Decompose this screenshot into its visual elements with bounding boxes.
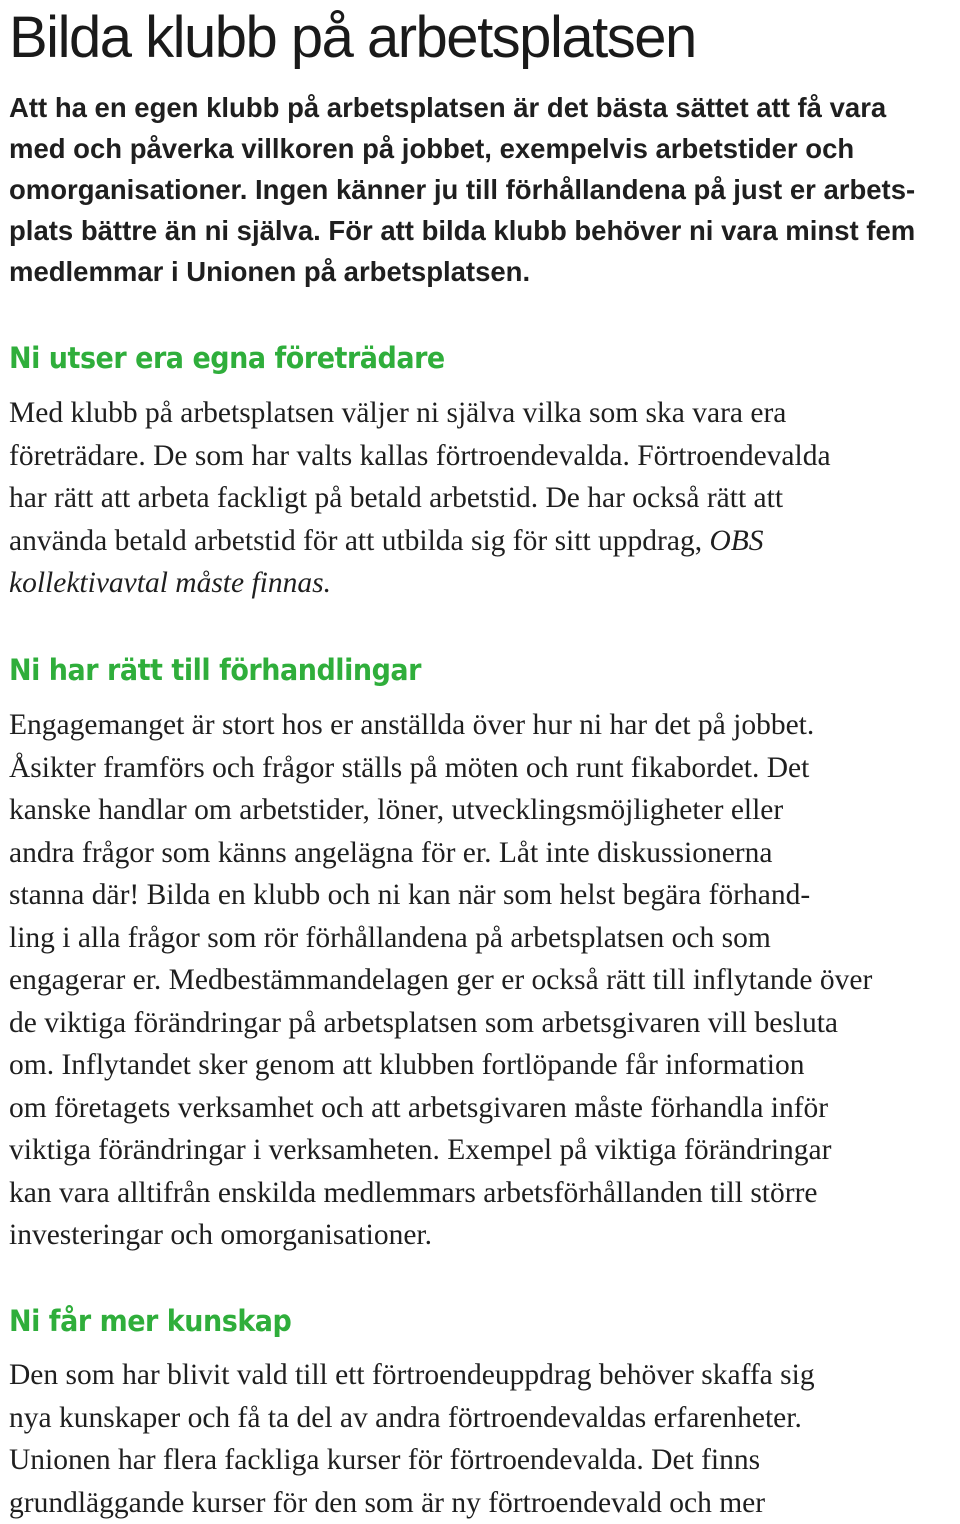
section-body-knowledge	[9, 1354, 815, 1524]
intro-line: Att ha en egen klubb på arbetsplatsen är det bästa sättet att få vara	[9, 87, 915, 128]
body-line: viktiga förändringar i verksamheten. Exempel på viktiga förändringar	[9, 1129, 872, 1172]
body-line: om. Inflytandet sker genom att klubben fortlöpande får information	[9, 1044, 872, 1087]
italic-note: kollektivavtal måste finnas.	[9, 567, 331, 599]
body-line: Med klubb på arbetsplatsen väljer ni själva vilka som ska vara era	[9, 392, 831, 435]
body-line: företrädare. De som har valts kallas förtroendevalda. Förtroendevalda	[9, 435, 831, 478]
body-line: kan vara alltifrån enskilda medlemmars arbetsförhållanden till större	[9, 1172, 872, 1215]
section-heading-knowledge: Ni får mer kunskap	[9, 1304, 291, 1338]
section-heading-negotiations: Ni har rätt till förhandlingar	[9, 653, 421, 687]
body-line: nya kunskaper och få ta del av andra förtroendevaldas erfarenheter.	[9, 1397, 815, 1440]
body-line: investeringar och omorganisationer.	[9, 1214, 872, 1257]
section-body-representatives	[9, 392, 831, 605]
body-line-text: använda betald arbetstid för att utbilda sig för sitt uppdrag,	[9, 525, 702, 557]
body-line: kanske handlar om arbetstider, löner, utvecklingsmöjligheter eller	[9, 789, 872, 832]
body-line: Åsikter framförs och frågor ställs på möten och runt fikabordet. Det	[9, 747, 872, 790]
intro-line: medlemmar i Unionen på arbetsplatsen.	[9, 251, 915, 292]
page-title: Bilda klubb på arbetsplatsen	[9, 4, 696, 71]
italic-note: OBS	[709, 525, 763, 557]
section-heading-representatives: Ni utser era egna företrädare	[9, 341, 445, 375]
body-line	[9, 562, 831, 605]
body-line: ling i alla frågor som rör förhållandena på arbetsplatsen och som	[9, 917, 872, 960]
body-line: Den som har blivit vald till ett förtroendeuppdrag behöver skaffa sig	[9, 1354, 815, 1397]
body-line: Unionen har flera fackliga kurser för förtroendevalda. Det finns	[9, 1439, 815, 1482]
body-line: grundläggande kurser för den som är ny förtroendevald och mer	[9, 1482, 815, 1524]
body-line: Engagemanget är stort hos er anställda över hur ni har det på jobbet.	[9, 704, 872, 747]
section-body-negotiations	[9, 704, 872, 1257]
intro-paragraph	[9, 87, 915, 292]
intro-line: plats bättre än ni själva. För att bilda klubb behöver ni vara minst fem	[9, 210, 915, 251]
body-line: stanna där! Bilda en klubb och ni kan när som helst begära förhand-	[9, 874, 872, 917]
body-line	[9, 520, 831, 563]
body-line: om företagets verksamhet och att arbetsgivaren måste förhandla inför	[9, 1087, 872, 1130]
intro-line: omorganisationer. Ingen känner ju till förhållandena på just er arbets-	[9, 169, 915, 210]
intro-line: med och påverka villkoren på jobbet, exempelvis arbetstider och	[9, 128, 915, 169]
body-line: andra frågor som känns angelägna för er. Låt inte diskussionerna	[9, 832, 872, 875]
body-line: de viktiga förändringar på arbetsplatsen som arbetsgivaren vill besluta	[9, 1002, 872, 1045]
body-line: har rätt att arbeta fackligt på betald arbetstid. De har också rätt att	[9, 477, 831, 520]
body-line: engagerar er. Medbestämmandelagen ger er också rätt till inflytande över	[9, 959, 872, 1002]
